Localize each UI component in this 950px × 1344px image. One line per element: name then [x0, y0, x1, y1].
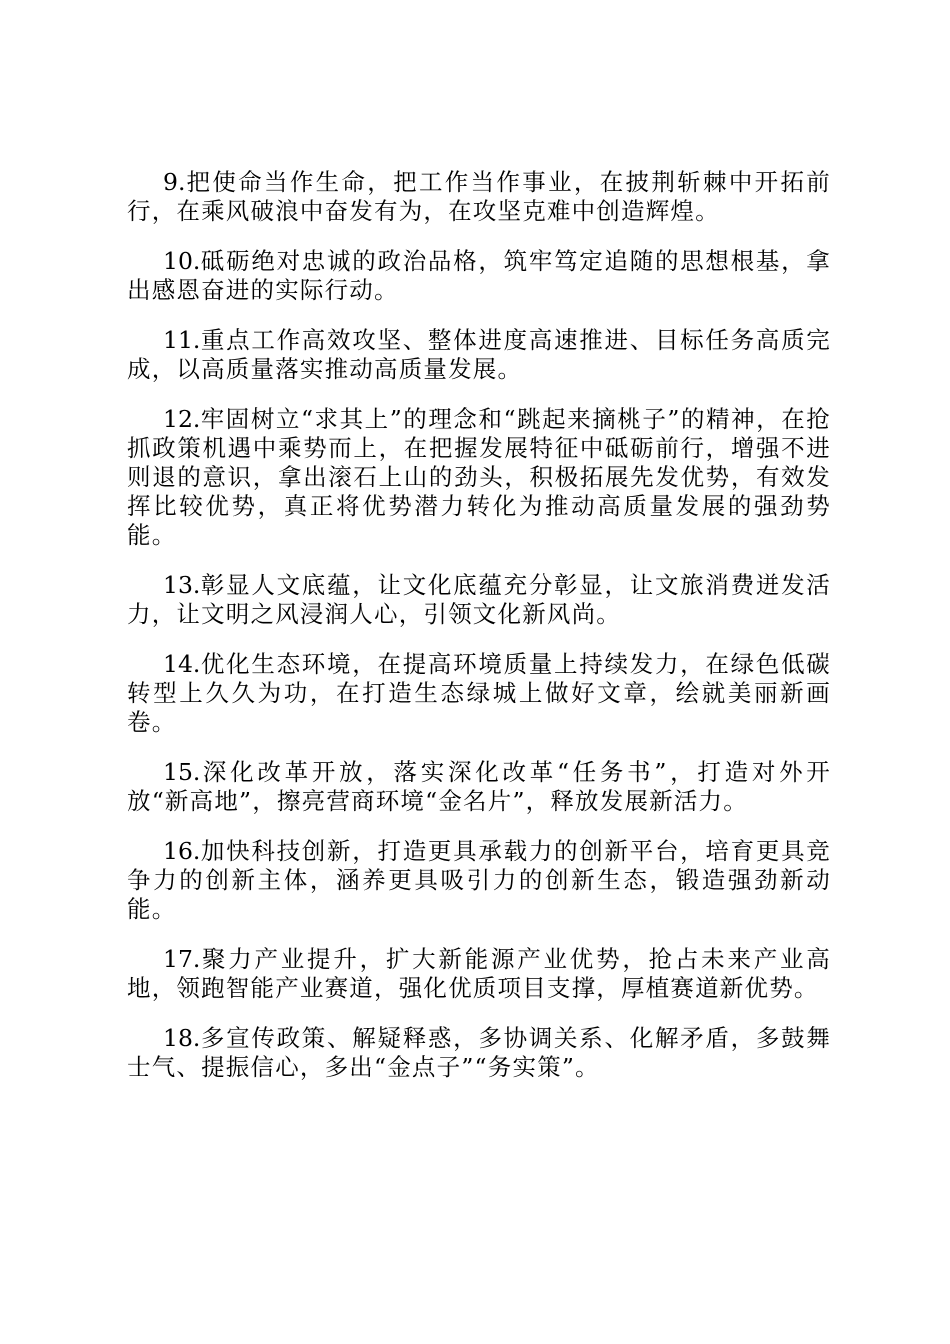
paragraph-number: 14. — [163, 650, 201, 678]
paragraph-13 — [127, 571, 831, 629]
paragraph-number: 13. — [163, 571, 201, 599]
paragraph-18 — [127, 1024, 831, 1082]
paragraph-text: 把使命当作生命，把工作当作事业，在披荆斩棘中开拓前行，在乘风破浪中奋发有为，在攻坚克难中创造辉煌。 — [127, 168, 831, 225]
paragraph-text: 深化改革开放，落实深化改革“任务书”，打造对外开放“新高地”，擦亮营商环境“金名片”，释放发展新活力。 — [127, 758, 831, 815]
paragraph-number: 16. — [163, 837, 201, 865]
paragraph-number: 15. — [163, 758, 201, 786]
paragraph-text: 重点工作高效攻坚、整体进度高速推进、目标任务高质完成，以高质量落实推动高质量发展。 — [127, 326, 831, 383]
paragraph-text: 多宣传政策、解疑释惑，多协调关系、化解矛盾，多鼓舞士气、提振信心，多出“金点子”“务实策”。 — [127, 1024, 831, 1081]
paragraph-text: 牢固树立“求其上”的理念和“跳起来摘桃子”的精神，在抢抓政策机遇中乘势而上，在把握发展特征中砥砺前行，增强不进则退的意识，拿出滚石上山的劲头，积极拓展先发优势，有效发挥比较优势，真正将优势潜力转化为推动高质量发展的强劲势能。 — [127, 405, 831, 549]
paragraph-text: 砥砺绝对忠诚的政治品格，筑牢笃定追随的思想根基，拿出感恩奋进的实际行动。 — [127, 247, 831, 304]
paragraph-11 — [127, 326, 831, 384]
paragraph-number: 10. — [163, 247, 201, 275]
document-body — [127, 168, 831, 1103]
paragraph-17 — [127, 945, 831, 1003]
paragraph-number: 17. — [163, 945, 201, 973]
paragraph-15 — [127, 758, 831, 816]
paragraph-text: 优化生态环境，在提高环境质量上持续发力，在绿色低碳转型上久久为功，在打造生态绿城上做好文章，绘就美丽新画卷。 — [127, 650, 831, 736]
paragraph-number: 11. — [163, 326, 201, 354]
paragraph-number: 9. — [163, 168, 186, 196]
paragraph-9 — [127, 168, 831, 226]
paragraph-12 — [127, 405, 831, 550]
paragraph-number: 18. — [163, 1024, 201, 1052]
paragraph-number: 12. — [163, 405, 201, 433]
paragraph-text: 加快科技创新，打造更具承载力的创新平台，培育更具竞争力的创新主体，涵养更具吸引力的创新生态，锻造强劲新动能。 — [127, 837, 831, 923]
paragraph-text: 聚力产业提升，扩大新能源产业优势，抢占未来产业高地，领跑智能产业赛道，强化优质项目支撑，厚植赛道新优势。 — [127, 945, 831, 1002]
paragraph-10 — [127, 247, 831, 305]
paragraph-text: 彰显人文底蕴，让文化底蕴充分彰显，让文旅消费迸发活力，让文明之风浸润人心，引领文化新风尚。 — [127, 571, 831, 628]
paragraph-16 — [127, 837, 831, 924]
paragraph-14 — [127, 650, 831, 737]
